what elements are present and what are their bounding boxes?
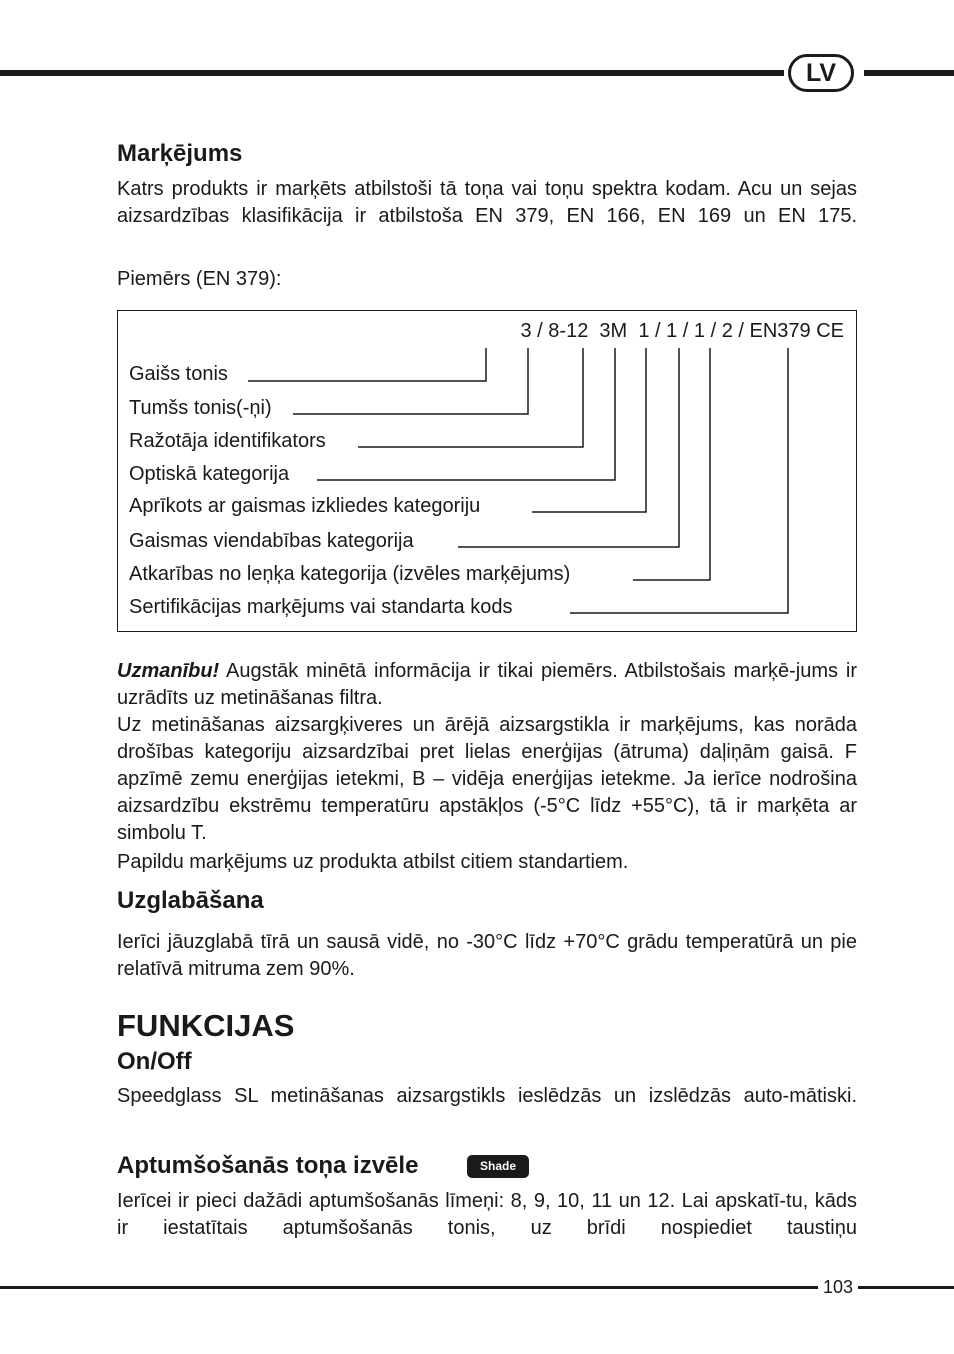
label-light-shade: Gaišs tonis [129,363,228,385]
bottom-rule-right [858,1286,954,1289]
leader-line-5 [532,348,646,512]
marking-intro: Katrs produkts ir marķēts atbilstoši tā toņa vai toņu spektra kodam. Acu un sejas aizsardzības klasifikācija ir atbilstoša EN 379, EN 166, EN 169 un EN 175. [117,178,857,227]
bottom-rule-left [0,1286,818,1289]
page-number: 103 [823,1277,854,1297]
shade-button-icon: Shade [467,1155,529,1178]
label-optical-class: Optiskā kategorija [129,463,290,485]
warning-label: Uzmanību! [117,660,220,682]
storage-text: Ierīci jāuzglabā tīrā un sausā vidē, no -30°C līdz +70°C grādu temperatūrā un pie relatīvā mitruma zem 90%. [117,931,857,980]
warning-text: Augstāk minētā informācija ir tikai piemērs. Atbilstošais marķē-jums ir uzrādīts uz metināšanas filtra. [117,660,857,709]
onoff-heading: On/Off [117,1048,192,1075]
label-angle-dependence: Atkarības no leņķa kategorija (izvēles marķējums) [129,563,571,585]
functions-heading: FUNKCIJAS [117,1008,295,1043]
leader-line-1 [248,348,486,381]
marking-code: 3 / 8-12 3M 1 / 1 / 1 / 2 / EN379 CE [520,320,844,342]
leader-line-7 [633,348,710,580]
additional-marking: Papildu marķējums uz produkta atbilst citiem standartiem. [117,851,629,873]
storage-heading: Uzglabāšana [117,887,264,914]
leader-line-3 [358,348,583,447]
label-dark-shade: Tumšs tonis(-ņi) [129,397,272,419]
marking-heading: Marķējums [117,140,243,167]
label-diffusion-class: Aprīkots ar gaismas izkliedes kategoriju [129,495,481,517]
shade-heading: Aptumšošanās toņa izvēle [117,1152,419,1179]
example-label: Piemērs (EN 379): [117,268,282,290]
label-certification: Sertifikācijas marķējums vai standarta kods [129,596,513,618]
language-badge: LV [788,54,854,92]
impact-paragraph: Uz metināšanas aizsargķiveres un ārējā aizsargstikla ir marķējums, kas norāda drošības kategoriju aizsardzībai pret lielas enerģijas (ātruma) daļiņām gaisā. F apzīmē zemu enerģijas ietekmi, B – vidēja enerģijas ietekme. Ja ierīce nodrošina aizsardzību ekstrēmu temperatūru apstākļos (-5°C līdz +55°C), tā ir marķēta ar simbolu T. [117,714,857,844]
warning-paragraph [117,658,857,712]
label-uniformity-class: Gaismas viendabības kategorija [129,530,414,552]
label-manufacturer-id: Ražotāja identifikators [129,430,326,452]
shade-text: Ierīcei ir pieci dažādi aptumšošanās līmeņi: 8, 9, 10, 11 un 12. Lai apskatī-tu, kāds ir iestatītais aptumšošanās tonis, uz brīdi nospiediet taustiņu [117,1190,857,1239]
onoff-text: Speedglass SL metināšanas aizsargstikls ieslēdzās un izslēdzās auto-mātiski. [117,1085,857,1107]
